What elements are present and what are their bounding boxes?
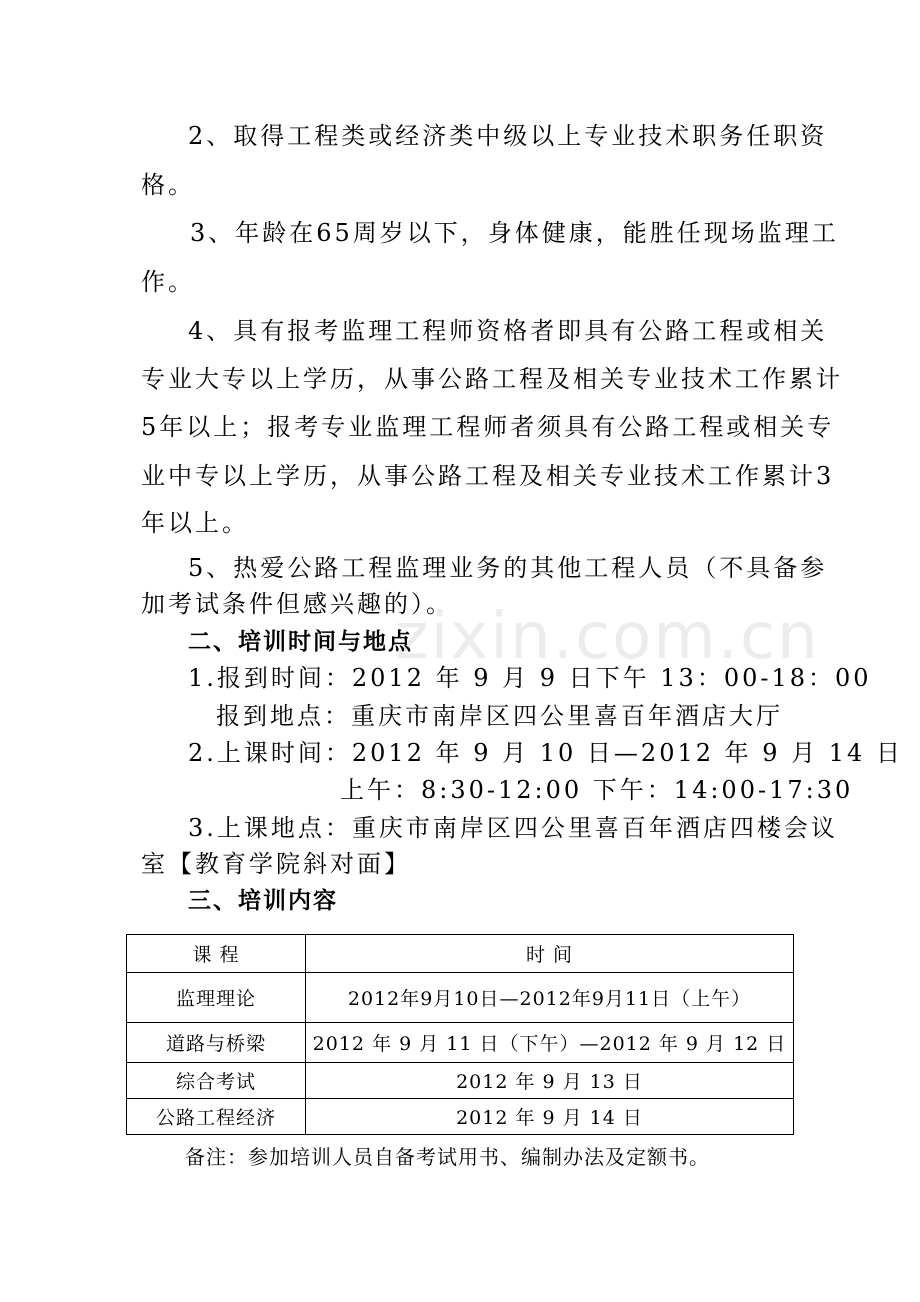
table-row [127, 1063, 794, 1099]
class-location: 3.上课地点：重庆市南岸区四公里喜百年酒店四楼会议 [188, 814, 838, 842]
watermark: zixin.com.cn [395, 600, 820, 674]
paragraph-4-line-1: 4、具有报考监理工程师资格者即具有公路工程或相关 [188, 317, 828, 345]
paragraph-2-line-1: 2、取得工程类或经济类中级以上专业技术职务任职资 [188, 122, 828, 150]
paragraph-4-line-2: 专业大专以上学历，从事公路工程及相关专业技术工作累计 [141, 365, 843, 393]
paragraph-4-line-4: 业中专以上学历，从事公路工程及相关专业技术工作累计3 [141, 462, 835, 490]
paragraph-4-line-5: 年以上。 [141, 509, 249, 537]
course-time: 2012 年 9 月 11 日（下午）—2012 年 9 月 12 日 [306, 1023, 794, 1063]
course-time: 2012 年 9 月 14 日 [306, 1099, 794, 1135]
class-location-cont: 室【教育学院斜对面】 [141, 850, 411, 878]
paragraph-3-line-2: 作。 [141, 268, 195, 296]
paragraph-5-line-1: 5、热爱公路工程监理业务的其他工程人员（不具备参 [188, 554, 828, 582]
class-hours: 上午：8:30-12:00 下午：14:00-17:30 [340, 776, 854, 804]
paragraph-4-line-3: 5年以上；报考专业监理工程师者须具有公路工程或相关专 [141, 413, 835, 441]
course-name: 公路工程经济 [127, 1099, 306, 1135]
table-row [127, 1023, 794, 1063]
section-3-heading: 三、培训内容 [188, 888, 338, 914]
course-table [126, 934, 794, 1135]
course-name: 监理理论 [127, 973, 306, 1023]
header-course: 课 程 [127, 935, 306, 973]
paragraph-5-line-2: 加考试条件但感兴趣的）。 [141, 590, 453, 618]
report-time: 1.报到时间：2012 年 9 月 9 日下午 13：00-18：00 [188, 664, 872, 692]
table-row [127, 1099, 794, 1135]
paragraph-3-line-1: 3、年龄在65周岁以下，身体健康，能胜任现场监理工 [190, 219, 839, 247]
course-name: 综合考试 [127, 1063, 306, 1099]
class-time: 2.上课时间：2012 年 9 月 10 日—2012 年 9 月 14 日 [188, 739, 903, 767]
header-time: 时 间 [306, 935, 794, 973]
section-2-heading: 二、培训时间与地点 [188, 629, 413, 655]
paragraph-2-line-2: 格。 [141, 171, 195, 199]
course-name: 道路与桥梁 [127, 1023, 306, 1063]
course-time: 2012 年 9 月 13 日 [306, 1063, 794, 1099]
table-row [127, 973, 794, 1023]
course-time: 2012年9月10日—2012年9月11日（上午） [306, 973, 794, 1023]
report-location: 报到地点：重庆市南岸区四公里喜百年酒店大厅 [216, 702, 783, 730]
table-header-row [127, 935, 794, 973]
table-note: 备注：参加培训人员自备考试用书、编制办法及定额书。 [185, 1145, 710, 1169]
